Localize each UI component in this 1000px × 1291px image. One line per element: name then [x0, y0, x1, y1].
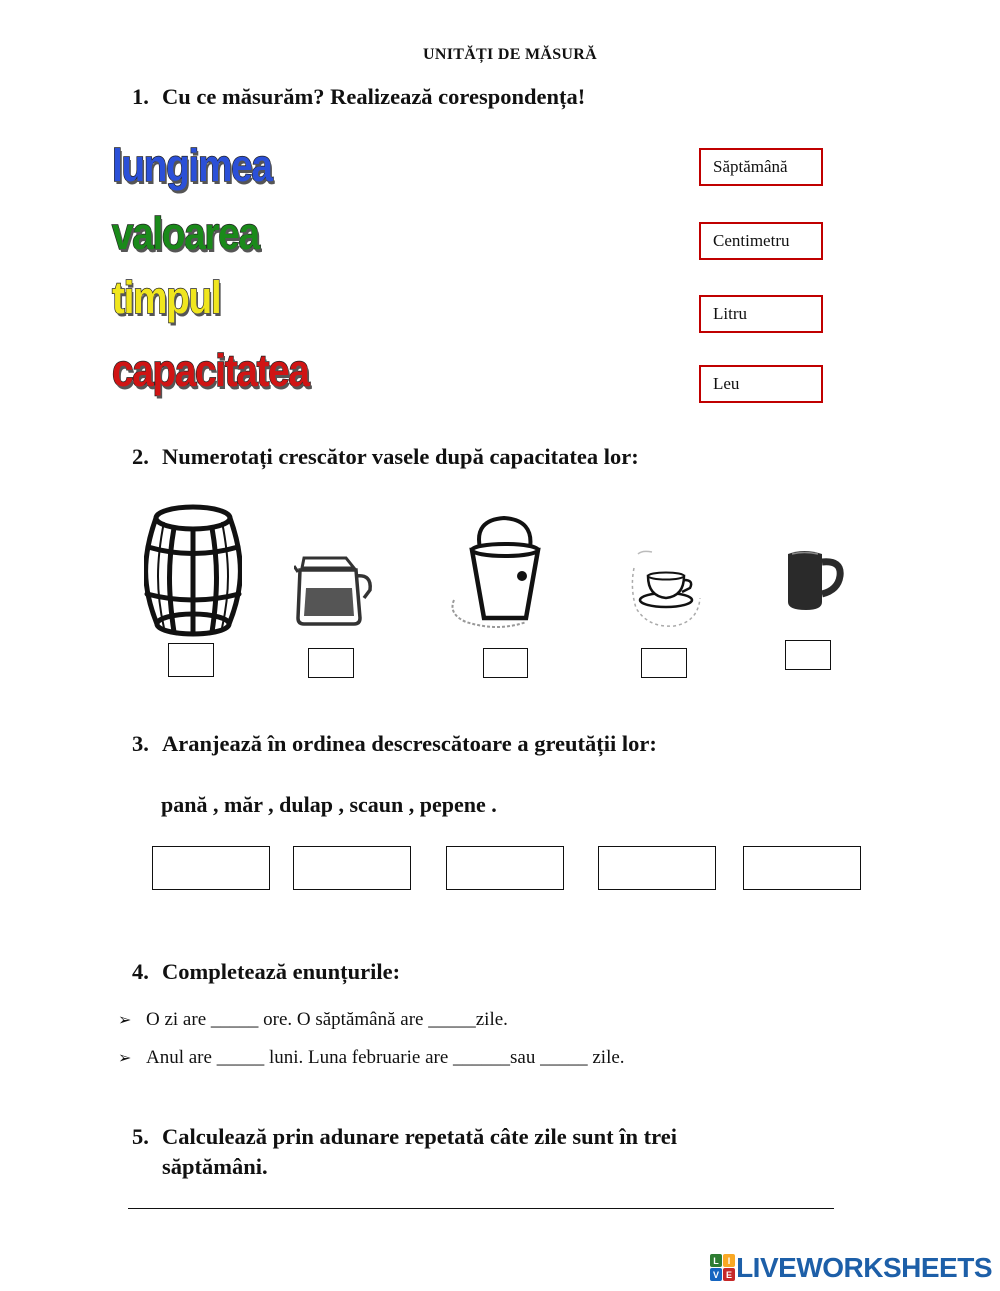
teacup-icon: [628, 548, 704, 630]
question-text: Aranjează în ordinea descrescătoare a greutății lor:: [162, 731, 657, 756]
question-text: Calculează prin adunare repetată câte zile sunt în trei: [162, 1124, 677, 1149]
word-valoarea[interactable]: valoarea: [112, 208, 259, 259]
question-4-heading: [132, 959, 400, 985]
order-box-5[interactable]: [743, 846, 861, 890]
statement-1[interactable]: [118, 1009, 508, 1031]
unit-box-centimetru[interactable]: Centimetru: [699, 222, 823, 260]
arrow-bullet-icon: ➢: [118, 1048, 132, 1067]
question-5-continuation: săptămâni.: [162, 1154, 268, 1179]
question-2-heading: [132, 444, 639, 470]
logo-letter: I: [727, 1256, 731, 1266]
unit-box-saptamana[interactable]: Săptămână: [699, 148, 823, 186]
question-number: 3.: [132, 731, 149, 756]
question-3-heading: [132, 731, 657, 757]
barrel-icon: [144, 502, 242, 638]
answer-box-mug[interactable]: [785, 640, 831, 670]
order-box-4[interactable]: [598, 846, 716, 890]
statement-2[interactable]: [118, 1047, 625, 1069]
weight-words: pană , măr , dulap , scaun , pepene .: [161, 792, 497, 817]
question-text: Numerotați crescător vasele după capacitatea lor:: [162, 444, 639, 469]
answer-box-coffee-pot[interactable]: [308, 648, 354, 678]
question-number: 2.: [132, 444, 149, 469]
word-timpul[interactable]: timpul: [112, 272, 221, 323]
statement-text: O zi are _____ ore. O săptămână are _____zile.: [146, 1009, 508, 1030]
unit-box-litru[interactable]: Litru: [699, 295, 823, 333]
order-box-2[interactable]: [293, 846, 411, 890]
question-number: 4.: [132, 959, 149, 984]
logo-letter: E: [726, 1270, 733, 1280]
answer-line[interactable]: [128, 1208, 834, 1209]
question-5-heading: [132, 1124, 677, 1150]
order-box-3[interactable]: [446, 846, 564, 890]
logo-letter: L: [713, 1256, 719, 1266]
answer-box-teacup[interactable]: [641, 648, 687, 678]
coffee-pot-icon: [294, 554, 374, 626]
word-lungimea[interactable]: lungimea: [112, 140, 272, 191]
logo-letter: V: [713, 1270, 720, 1280]
page-title: UNITĂȚI DE MĂSURĂ: [422, 46, 597, 63]
logo-text: LIVEWORKSHEETS: [736, 1252, 992, 1283]
question-number: 1.: [132, 84, 149, 109]
unit-box-leu[interactable]: Leu: [699, 365, 823, 403]
liveworksheets-logo[interactable]: [710, 1252, 992, 1284]
word-capacitatea[interactable]: capacitatea: [112, 345, 309, 396]
question-text: Cu ce măsurăm? Realizează corespondența!: [162, 84, 586, 109]
order-box-1[interactable]: [152, 846, 270, 890]
liveworksheets-logo-icon: [710, 1254, 736, 1282]
answer-box-barrel[interactable]: [168, 643, 214, 677]
question-text: Completează enunțurile:: [162, 959, 401, 984]
answer-box-bucket[interactable]: [483, 648, 528, 678]
question-number: 5.: [132, 1124, 149, 1149]
mug-icon: [782, 548, 844, 612]
question-1-heading: [132, 84, 585, 110]
bucket-icon: [446, 514, 550, 632]
arrow-bullet-icon: ➢: [118, 1010, 132, 1029]
statement-text: Anul are _____ luni. Luna februarie are ______sau _____ zile.: [146, 1047, 625, 1068]
